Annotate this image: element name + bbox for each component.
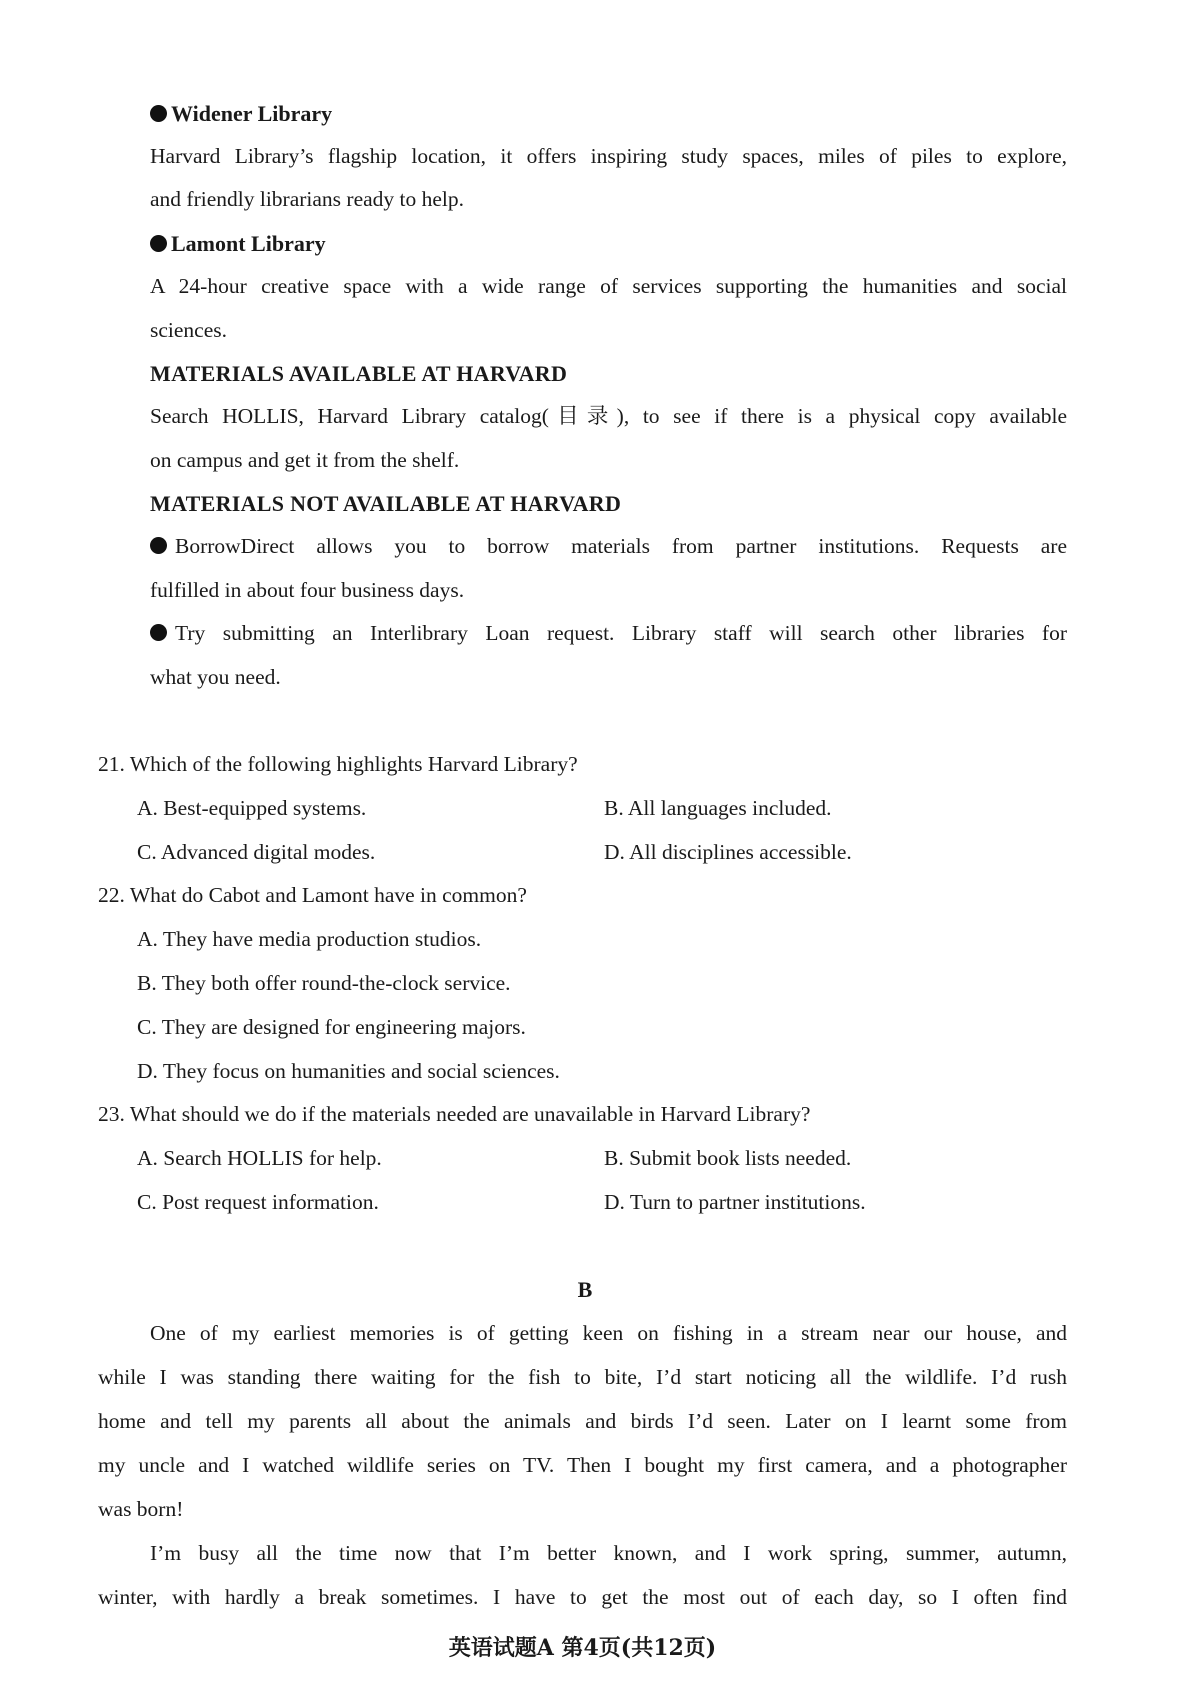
borrowdirect-text: BorrowDirect allows you to borrow materials from partner institutions. Requests are [175, 534, 1067, 558]
lamont-desc-line1: A 24-hour creative space with a wide range of services supporting the humanities and social [150, 274, 1067, 298]
materials-available-line1: Search HOLLIS, Harvard Library catalog(目录), to see if there is a physical copy available [150, 404, 1067, 428]
question-22-option-d: D. They focus on humanities and social sciences. [137, 1059, 560, 1083]
question-23-option-d: D. Turn to partner institutions. [604, 1190, 866, 1214]
section-b-p1-line1: One of my earliest memories is of getting keen on fishing in a stream near our house, and [150, 1321, 1067, 1345]
question-21-option-a: A. Best-equipped systems. [137, 796, 367, 820]
question-23-option-a: A. Search HOLLIS for help. [137, 1146, 382, 1170]
interlibrary-line1 [150, 623, 1067, 645]
section-b-p2-line1: I’m busy all the time now that I’m better known, and I work spring, summer, autumn, [150, 1541, 1067, 1565]
question-22-option-b: B. They both offer round-the-clock service. [137, 971, 511, 995]
question-22-option-a: A. They have media production studios. [137, 927, 482, 951]
page-footer: 英语试题A 第4页(共12页) [448, 1635, 717, 1661]
widener-heading [150, 103, 332, 125]
bullet-icon [150, 105, 167, 122]
widener-desc-line1: Harvard Library’s flagship location, it offers inspiring study spaces, miles of piles to explore, [150, 144, 1067, 168]
bullet-icon [150, 537, 167, 554]
borrowdirect-line2: fulfilled in about four business days. [150, 578, 465, 602]
section-b-p1-line4: my uncle and I watched wildlife series on TV. Then I bought my first camera, and a photographer [98, 1453, 1067, 1477]
question-23-option-c: C. Post request information. [137, 1190, 379, 1214]
widener-desc-line2: and friendly librarians ready to help. [150, 187, 465, 211]
section-b-p1-line3: home and tell my parents all about the animals and birds I’d seen. Later on I learnt some from [98, 1409, 1067, 1433]
lamont-desc-line2: sciences. [150, 318, 228, 342]
question-23-option-b: B. Submit book lists needed. [604, 1146, 852, 1170]
bullet-icon [150, 624, 167, 641]
question-22-option-c: C. They are designed for engineering majors. [137, 1015, 526, 1039]
section-b-p1-line2: while I was standing there waiting for the fish to bite, I’d start noticing all the wildlife. I’d rush [98, 1365, 1067, 1389]
borrowdirect-line1 [150, 536, 1067, 558]
materials-not-available-heading: MATERIALS NOT AVAILABLE AT HARVARD [150, 491, 622, 516]
interlibrary-text: Try submitting an Interlibrary Loan request. Library staff will search other libraries for [175, 621, 1067, 645]
question-21-option-b: B. All languages included. [604, 796, 832, 820]
question-21-option-d: D. All disciplines accessible. [604, 840, 852, 864]
question-22-stem: 22. What do Cabot and Lamont have in common? [98, 883, 527, 907]
widener-name: Widener Library [171, 101, 333, 126]
question-21-stem: 21. Which of the following highlights Harvard Library? [98, 752, 578, 776]
materials-available-line2: on campus and get it from the shelf. [150, 448, 460, 472]
question-23-stem: 23. What should we do if the materials needed are unavailable in Harvard Library? [98, 1102, 811, 1126]
bullet-icon [150, 235, 167, 252]
interlibrary-line2: what you need. [150, 665, 281, 689]
lamont-heading [150, 233, 326, 255]
question-21-option-c: C. Advanced digital modes. [137, 840, 376, 864]
section-b-p2-line2: winter, with hardly a break sometimes. I have to get the most out of each day, so I often find [98, 1585, 1067, 1609]
materials-available-heading: MATERIALS AVAILABLE AT HARVARD [150, 361, 568, 386]
section-b-p1-line5: was born! [98, 1497, 184, 1521]
section-b-title: B [577, 1277, 593, 1302]
lamont-name: Lamont Library [171, 231, 326, 256]
